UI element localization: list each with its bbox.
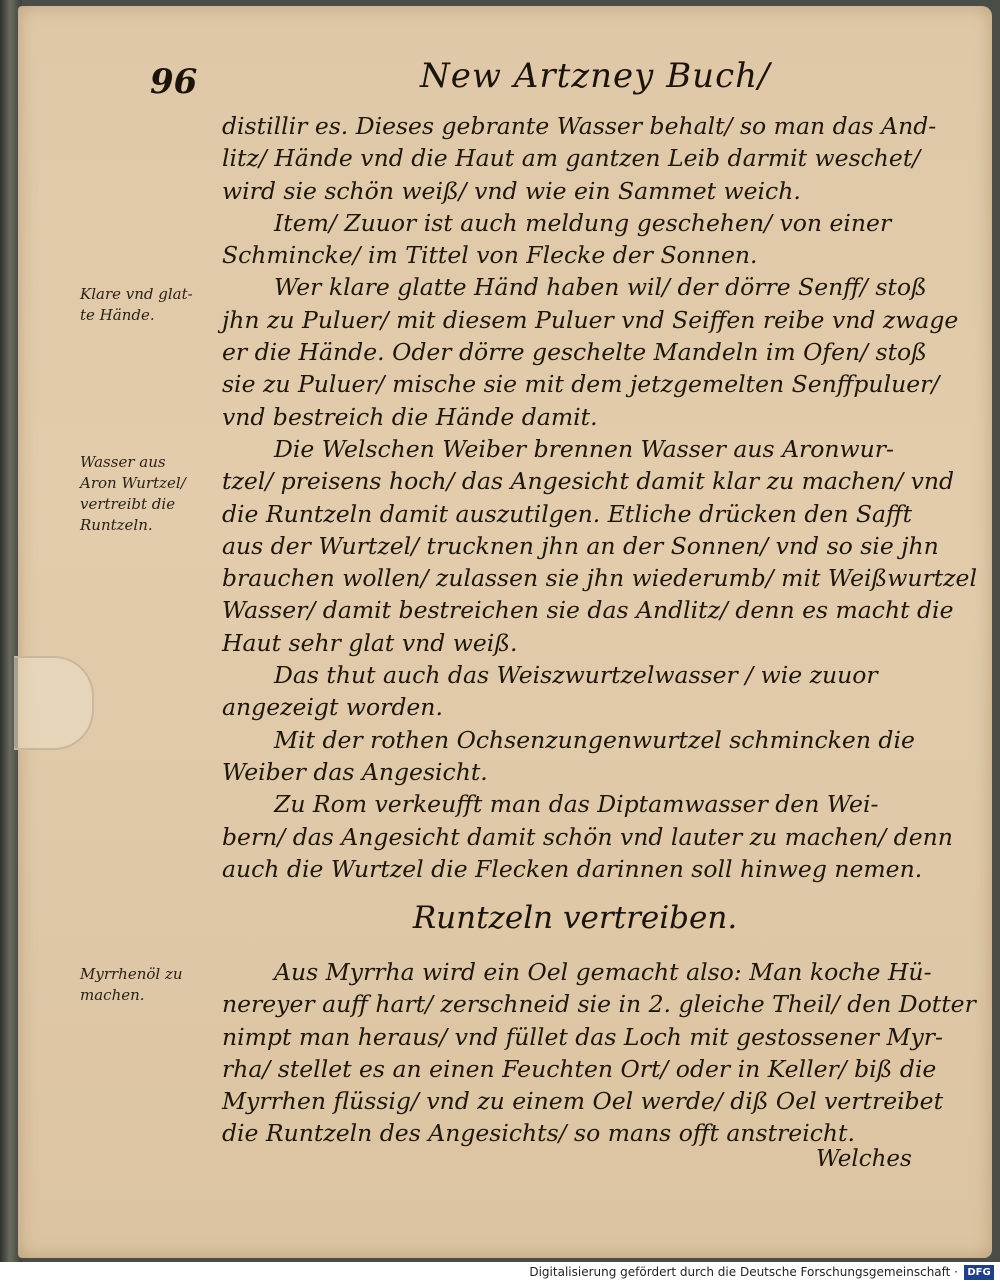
- text-line: angezeigt worden.: [222, 693, 443, 722]
- text-line: Wer klare glatte Händ haben wil/ der dörre Senff/ stoß: [274, 273, 927, 302]
- text-line: die Runtzeln damit auszutilgen. Etliche drücken den Safft: [222, 499, 913, 528]
- page-number: 96: [150, 62, 198, 102]
- text-line: brauchen wollen/ zulassen sie jhn wiederumb/ mit Weißwurtzel: [222, 564, 977, 593]
- page-tab-mark: [14, 656, 94, 750]
- text-line: sie zu Puluer/ mische sie mit dem jetzgemelten Senffpuluer/: [222, 370, 940, 399]
- text-line: tzel/ preisens hoch/ das Angesicht damit klar zu machen/ vnd: [222, 467, 955, 496]
- text-line: nereyer auff hart/ zerschneid sie in 2. gleiche Theil/ den Dotter: [222, 990, 976, 1019]
- marginal-note-aron-water: [80, 452, 220, 536]
- catchword: Welches: [816, 1146, 912, 1172]
- marginal-note-myrrh-oil: [80, 964, 220, 1006]
- body-text: [222, 110, 977, 885]
- text-line: Item/ Zuuor ist auch meldung geschehen/ von einer: [274, 208, 892, 237]
- marginal-note-line: Runtzeln.: [80, 516, 153, 534]
- text-line: Schmincke/ im Tittel von Flecke der Sonnen.: [222, 241, 758, 270]
- text-line: vnd bestreich die Hände damit.: [222, 402, 598, 431]
- text-line: die Runtzeln des Angesichts/ so mans offt anstreicht.: [222, 1119, 855, 1148]
- text-line: nimpt man heraus/ vnd füllet das Loch mit gestossener Myr-: [222, 1022, 943, 1051]
- marginal-note-line: Aron Wurtzel/: [80, 474, 186, 492]
- marginal-note-line: Wasser aus: [80, 453, 166, 471]
- text-line: aus der Wurtzel/ trucknen jhn an der Sonnen/ vnd so sie jhn: [222, 531, 939, 560]
- text-line: litz/ Hände vnd die Haut am gantzen Leib darmit weschet/: [222, 144, 921, 173]
- text-line: auch die Wurtzel die Flecken darinnen soll hinweg nemen.: [222, 854, 923, 883]
- footer-bar: [0, 1262, 1000, 1284]
- text-line: distillir es. Dieses gebrante Wasser behalt/ so man das And-: [222, 112, 937, 140]
- text-line: Zu Rom verkeufft man das Diptamwasser den Wei-: [274, 790, 879, 819]
- text-line: Die Welschen Weiber brennen Wasser aus Aronwur-: [274, 434, 894, 463]
- running-title: New Artzney Buch/: [420, 56, 771, 96]
- text-line: jhn zu Puluer/ mit diesem Puluer vnd Seiffen reibe vnd zwage: [222, 305, 959, 334]
- dfg-logo: DFG: [964, 1265, 994, 1280]
- text-line: Das thut auch das Weiszwurtzelwasser / wie zuuor: [274, 661, 878, 690]
- text-line: Aus Myrrha wird ein Oel gemacht also: Man koche Hü-: [274, 958, 932, 986]
- body-text-section-2: [222, 956, 976, 1150]
- marginal-note-clear-hands: [80, 284, 220, 326]
- funding-credit: Digitalisierung gefördert durch die Deutsche Forschungsgemeinschaft ·: [529, 1265, 958, 1279]
- marginal-note-line: Klare vnd glat-: [80, 285, 193, 303]
- text-line: Wasser/ damit bestreichen sie das Andlitz/ denn es macht die: [222, 596, 954, 625]
- text-line: rha/ stellet es an einen Feuchten Ort/ oder in Keller/ biß die: [222, 1054, 937, 1083]
- section-title: Runtzeln vertreiben.: [412, 900, 738, 936]
- text-line: Myrrhen flüssig/ vnd zu einem Oel werde/ diß Oel vertreibet: [222, 1087, 944, 1116]
- marginal-note-line: Myrrhenöl zu: [80, 965, 183, 983]
- text-line: wird sie schön weiß/ vnd wie ein Sammet weich.: [222, 176, 801, 205]
- marginal-note-line: vertreibt die: [80, 495, 176, 513]
- marginal-note-line: te Hände.: [80, 306, 155, 324]
- marginal-note-line: machen.: [80, 986, 145, 1004]
- text-line: Weiber das Angesicht.: [222, 757, 488, 786]
- text-line: Haut sehr glat vnd weiß.: [222, 628, 518, 657]
- text-line: er die Hände. Oder dörre geschelte Mandeln im Ofen/ stoß: [222, 338, 927, 367]
- text-line: bern/ das Angesicht damit schön vnd lauter zu machen/ denn: [222, 822, 953, 851]
- text-line: Mit der rothen Ochsenzungenwurtzel schmincken die: [274, 725, 915, 754]
